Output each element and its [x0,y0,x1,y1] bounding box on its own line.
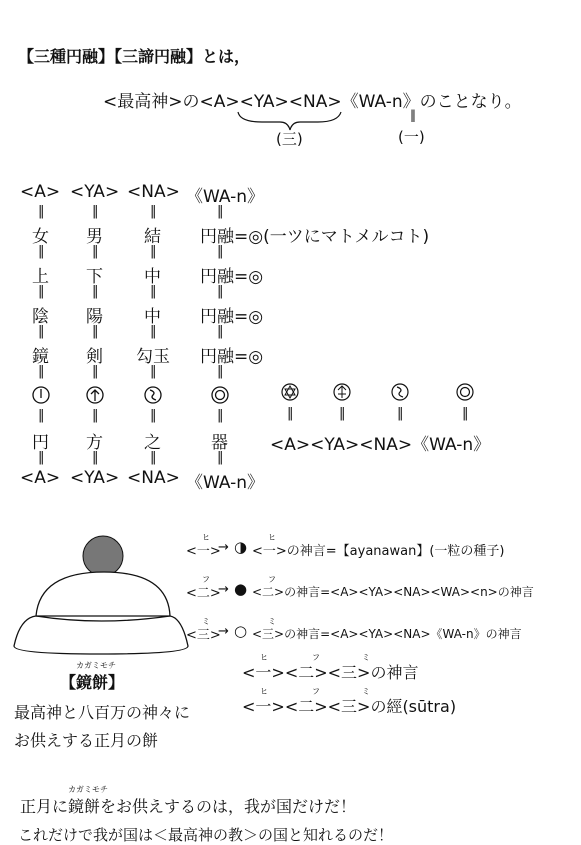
table-bottom-a: <A> [20,468,61,488]
formula-text: <最高神>の<A><YA><NA>《WA-n》のことなり。 [103,92,522,112]
eq-mark: ‖ [38,450,45,465]
sword-symbol [334,384,350,400]
table-cell: 陰 [32,307,49,327]
eq-mark: ‖ [38,364,45,379]
table-cell: 中 [144,307,161,327]
arrow-up-symbol [87,387,103,403]
circle-dot-symbol [33,387,49,403]
eq-mark: ‖ [217,284,224,299]
yin-yang-symbol [392,384,408,400]
table-top-a: <A> [20,182,61,202]
eq-mark: ‖ [38,244,45,259]
table-bottom-wan: 《WA-n》 [186,473,265,493]
intro-text: 【三種円融】【三諦円融】とは， [18,47,251,66]
eq-mark: ‖ [217,324,224,339]
table-bottom-na: <NA> [127,468,180,488]
ruby-mi: ミ [268,617,276,626]
table-cell: 円融=◎ [200,347,264,367]
eq-mark: ‖ [397,406,404,421]
ruby-mi: ミ [202,617,210,626]
kagami-mochi-illustration [0,530,200,660]
eq-mark: ‖ [339,406,346,421]
eq-mark: ‖ [150,284,157,299]
open-circle-symbol: ○ [234,622,248,640]
ruby-hi: ヒ [260,687,268,696]
eq-mark: ‖ [150,450,157,465]
eq-mark: ‖ [92,324,99,339]
table-cell: 器 [211,433,228,453]
eq-mark: ‖ [92,244,99,259]
kagami-line-3-rhs: <三>の神言=<A><YA><NA>《WA-n》の神言 [252,627,522,641]
half-circle-symbol: ◑ [234,538,248,556]
filled-circle-symbol: ● [234,580,248,598]
kagami-line-2-rhs: <二>の神言=<A><YA><NA><WA><n>の神言 [252,585,534,599]
eq-mark: ‖ [217,204,224,219]
ruby-mi: ミ [362,653,370,662]
table-cell: 円融=◎(一ツにマトメルコト) [200,227,430,247]
table-top-ya: <YA> [70,182,120,202]
footer-ruby: カガミモチ [68,785,108,794]
table-cell: 女 [32,227,49,247]
table-cell: 剣 [86,347,103,367]
table-cell: 上 [32,267,49,287]
eq-mark: ‖ [462,406,469,421]
upper-mochi [36,572,170,616]
table-cell: 勾玉 [136,347,170,367]
eq-mark: ‖ [217,364,224,379]
kagami-title: 【鏡餅】 [60,673,125,692]
eq-mark: ‖ [150,244,157,259]
table-cell: 鏡 [32,347,49,367]
ruby-fu: フ [202,575,210,584]
footer-line-1: 正月に鏡餅をお供えするのは，我が国だけだ！ [20,797,357,816]
orange-on-top [83,536,123,576]
brace-label-three: (三) [276,130,303,148]
kagami-caption-1: 最高神と八百万の神々に [14,703,191,722]
arrow-icon: → [218,582,229,597]
kagami-line-3-lhs: <三> [186,628,221,643]
table-cell: 下 [86,267,103,287]
kagami-line-1-rhs: <一>の神言=【ayanawan】(一粒の種子) [252,544,505,559]
table-cell: 陽 [86,307,103,327]
eq-mark: ‖ [38,324,45,339]
brace-label-one: (一) [398,128,425,146]
side-row-text: <A><YA><NA>《WA-n》 [270,435,491,455]
table-top-wan: 《WA-n》 [186,187,265,207]
eq-mark: ‖ [150,324,157,339]
arrow-icon: → [218,540,229,555]
double-circle-symbol [457,384,473,400]
table-bottom-ya: <YA> [70,468,120,488]
eq-mark: ‖ [150,408,157,423]
eq-mark: ‖ [92,364,99,379]
ruby-hi: ヒ [260,653,268,662]
table-cell: 方 [86,433,103,453]
summary-line-1: <一><二><三>の神言 [242,663,419,682]
yin-yang-symbol [145,387,161,403]
arrow-icon: → [218,624,229,639]
table-cell: 中 [144,267,161,287]
footer-line-2: これだけで我が国は＜最高神の教＞の国と知れるのだ！ [18,826,394,844]
table-cell: 円融=◎ [200,267,264,287]
eq-mark: ‖ [287,406,294,421]
kagami-ruby: カガミモチ [76,661,116,670]
ruby-hi: ヒ [202,533,210,542]
kagami-caption-2: お供えする正月の餅 [14,731,159,750]
eq-mark: ‖ [150,364,157,379]
eq-mark: ‖ [217,408,224,423]
eq-mark: ‖ [92,408,99,423]
eq-mark: ‖ [92,204,99,219]
hexagram-symbol [282,384,298,400]
equals-mark: ‖ [410,108,416,122]
table-cell: 円融=◎ [200,307,264,327]
kagami-line-1-lhs: <一> [186,544,221,559]
eq-mark: ‖ [217,244,224,259]
summary-line-2: <一><二><三>の經(sūtra) [242,697,457,716]
table-cell: 円 [32,433,49,453]
table-cell: 之 [144,433,161,453]
eq-mark: ‖ [38,284,45,299]
ruby-hi: ヒ [268,533,276,542]
eq-mark: ‖ [217,450,224,465]
double-circle-symbol [212,387,228,403]
eq-mark: ‖ [92,284,99,299]
ruby-fu: フ [312,653,320,662]
eq-mark: ‖ [92,450,99,465]
eq-mark: ‖ [38,408,45,423]
ruby-mi: ミ [362,687,370,696]
table-cell: 男 [86,227,103,247]
eq-mark: ‖ [150,204,157,219]
lower-mochi [14,616,188,654]
table-top-na: <NA> [127,182,180,202]
ruby-fu: フ [268,575,276,584]
ruby-fu: フ [312,687,320,696]
table-cell: 結 [144,227,161,247]
kagami-line-2-lhs: <二> [186,586,221,601]
eq-mark: ‖ [38,204,45,219]
